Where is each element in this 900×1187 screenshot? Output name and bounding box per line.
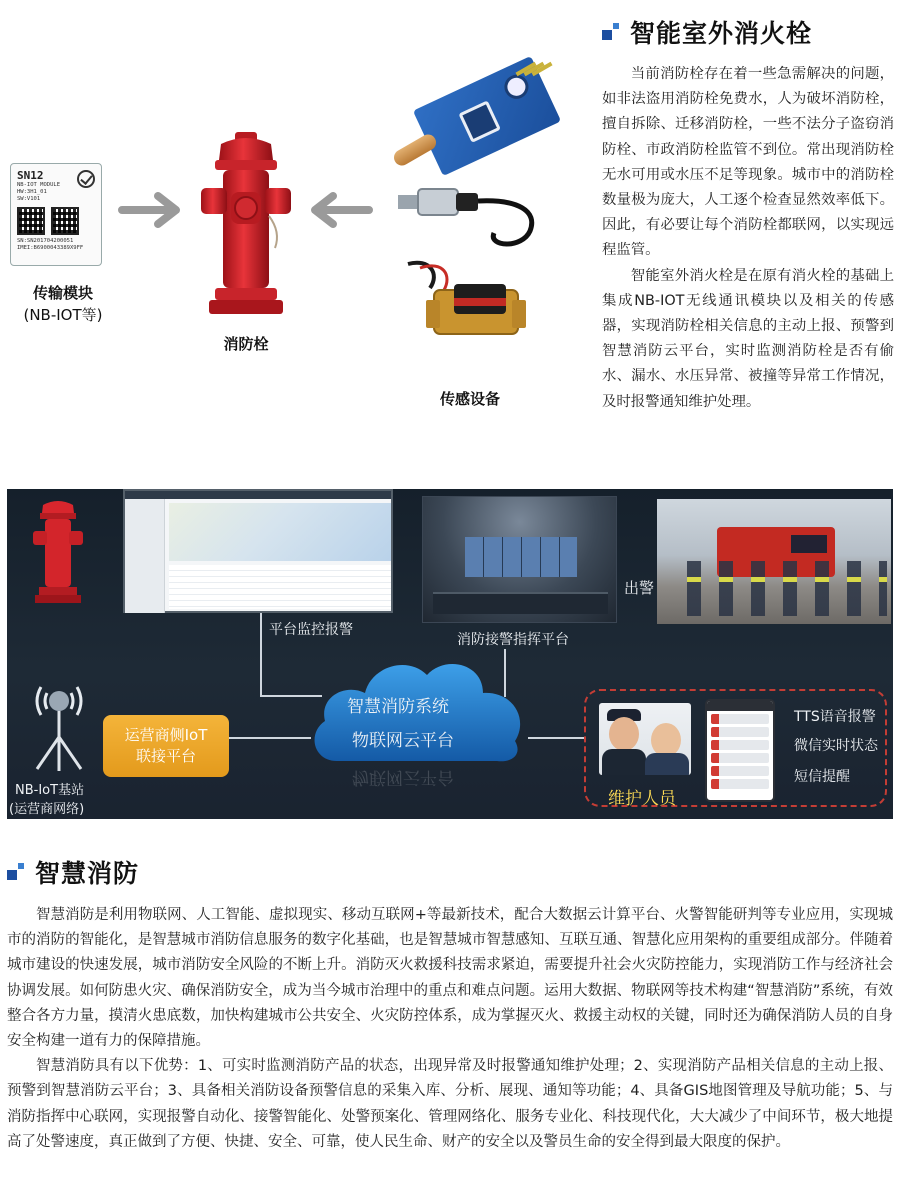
control-room-image (422, 496, 617, 623)
iot-line-1: 运营商侧IoT (124, 726, 208, 744)
pressure-sensor-image (398, 185, 543, 255)
system-architecture-diagram (7, 489, 893, 819)
section-heading-smart-fire (7, 854, 139, 890)
iot-platform-box (103, 715, 229, 777)
cloud-line-1: 智慧消防系统 (347, 697, 449, 717)
check-icon (77, 170, 95, 188)
alert-item: 短信提醒 (794, 769, 850, 785)
nb-iot-module-image (10, 163, 102, 266)
cloud-reflection: 物联网云平台 (352, 767, 454, 787)
heading-title: 智能室外消火栓 (630, 19, 813, 48)
qr-code-icon (17, 207, 45, 235)
heading-square-icon (7, 863, 25, 881)
intro-paragraph: 智能室外消火栓是在原有消火栓的基础上集成NB-IOT无线通讯模块以及相关的传感器，实现消防栓相关信息的主动上报、预警到智慧消防云平台，实时监测消防栓是否有偷水、漏水、水压异常、被撞等异常工作情况，及时报警通知维护处理。 (602, 267, 894, 410)
module-label: 传输模块 (32, 284, 93, 302)
monitor-dashboard-image (123, 489, 393, 613)
module-line: NB-IOT MODULE (17, 182, 61, 188)
dispatch-label: 出警 (624, 579, 655, 597)
arrow-right-icon (118, 190, 186, 230)
module-serial: SN:SN201704200051 (17, 238, 74, 244)
base-station-line-2: (运营商网络) (9, 802, 85, 817)
module-line: SW:V101 (17, 196, 41, 202)
intro-text (602, 62, 894, 415)
maintainers-photo (599, 703, 691, 775)
maintainers-label: 维护人员 (608, 789, 676, 809)
hydrant-small-image (29, 497, 87, 607)
alert-item: TTS语音报警 (794, 709, 876, 725)
iot-line-2: 联接平台 (135, 747, 196, 765)
qr-codes (17, 207, 95, 235)
sensors-label: 传感设备 (439, 390, 500, 408)
fire-hydrant-image (195, 132, 297, 322)
qr-code-icon (51, 207, 79, 235)
firefighters-image (657, 499, 891, 624)
heading-square-icon (602, 23, 620, 41)
flow-sensor-image (400, 258, 545, 363)
hydrant-label: 消防栓 (223, 335, 269, 353)
connector-line (260, 613, 262, 697)
section-heading-smart-hydrant (602, 14, 812, 50)
body-paragraph: 智慧消防具有以下优势：1、可实时监测消防产品的状态，出现异常及时报警通知维护处理；2、实现消防产品相关信息的主动上报、预警到智慧消防云平台；3、具备相关消防设备预警信息的采集入库、分析、展现、通知等功能；4、具备GIS地图管理及导航功能；5、与消防指挥中心联网，实现报警自动化、接警智能化、处警预案化、管理网络化、服务专业化、科技现代化，大大减少了中间环节，极大地提高了处警速度，真正做到了方便、快捷、安全、可靠，使人民生命、财产的安全以及警员生命的安全得到最大限度的保护。 (7, 1058, 893, 1150)
base-station-line-1: NB-IoT基站 (15, 783, 85, 798)
module-line: HW:3H1_01 (17, 189, 47, 195)
alert-item: 微信实时状态 (794, 738, 878, 754)
base-station-icon (27, 677, 91, 775)
cloud-line-2: 物联网云平台 (352, 731, 454, 751)
body-text (7, 903, 893, 1155)
mobile-app-image (705, 699, 775, 802)
body-paragraph: 智慧消防是利用物联网、人工智能、虚拟现实、移动互联网+等最新技术，配合大数据云计算平台、火警智能研判等专业应用，实现城市的消防的智能化，是智慧城市消防信息服务的数字化基础，也是智慧城市智慧感知、互联互通、智慧化应用架构的重要组成部分。伴随着城市建设的快速发展，城市消防安全风险的不断上升。消防灭火救援科技需求紧迫，需要提升社会火灾防控能力，实现消防工作与经济社会协调发展。如何防患火灾、确保消防安全，成为当今城市治理中的重点和难点问题。运用大数据、物联网等技术构建“智慧消防”系统，有效整合各方力量，摸清火患底数，加快构建城市公共安全、火灾防控体系，成为掌握灭火、救援主动权的关键，同时还为确保消防人员的自身安全构建一道有力的保障措施。 (7, 907, 893, 1050)
intro-paragraph: 当前消防栓存在着一些急需解决的问题，如非法盗用消防栓免费水，人为破坏消防栓，擅自拆除、迁移消防栓，一些不法分子盗窃消防栓、市政消防栓监管不到位。常出现消防栓无水可用或水压不足等现象。城市中的消防栓数量极为庞大，人工逐个检查显然效率低下。因此，有必要让每个消防栓都联网，以实现远程监管。 (602, 66, 894, 259)
sensor-pins-image (518, 58, 550, 82)
heading-title: 智慧消防 (35, 859, 140, 888)
dispatch-platform-label: 消防接警指挥平台 (457, 632, 569, 648)
arrow-left-icon (305, 190, 373, 230)
platform-monitor-label: 平台监控报警 (269, 622, 353, 638)
connector-line (528, 737, 584, 739)
module-sn: SN12 (17, 169, 44, 182)
connector-line (229, 737, 311, 739)
module-sublabel: (NB-IOT等) (23, 306, 103, 324)
module-imei: IMEI:B6900043389X9FF (17, 245, 84, 251)
